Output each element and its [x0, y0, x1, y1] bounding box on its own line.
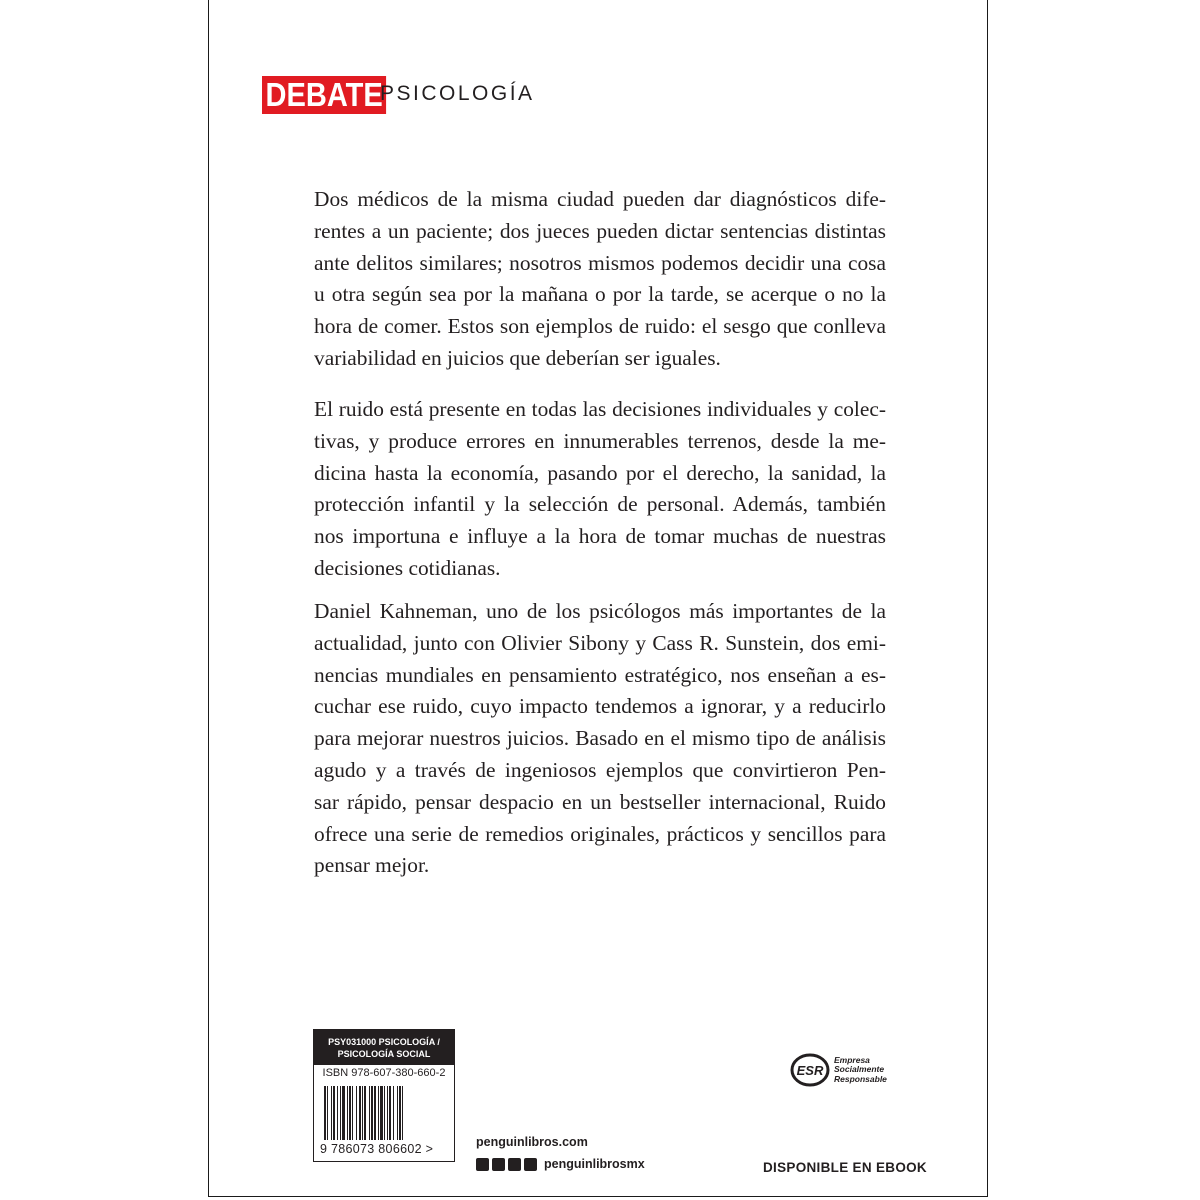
- barcode-stripe: [347, 1086, 348, 1140]
- website-link[interactable]: penguinlibros.com: [476, 1135, 588, 1149]
- barcode-stripe: [389, 1086, 391, 1140]
- barcode-stripe: [387, 1086, 388, 1140]
- barcode-stripe: [393, 1086, 394, 1140]
- text-line: hora de comer. Estos son ejemplos de ruido: el sesgo que conlleva: [314, 314, 886, 339]
- text-line: agudo y a través de ingeniosos ejemplos que convirtieron Pen-: [314, 757, 886, 782]
- text-line: rentes a un paciente; dos jueces pueden dictar sentencias distintas: [314, 218, 886, 243]
- barcode-stripe: [324, 1086, 326, 1140]
- barcode-stripe: [359, 1086, 361, 1140]
- esr-line: Socialmente: [834, 1064, 885, 1075]
- barcode-stripe: [356, 1086, 357, 1140]
- synopsis-paragraph-3: [314, 596, 886, 882]
- youtube-icon[interactable]: [524, 1158, 537, 1171]
- text-line: ante delitos similares; nosotros mismos podemos decidir una cosa: [314, 250, 886, 275]
- bisac-category: [314, 1030, 454, 1065]
- barcode-stripe: [352, 1086, 353, 1140]
- esr-logo-text: ESR: [796, 1063, 824, 1078]
- instagram-icon[interactable]: [508, 1158, 521, 1171]
- text-line: pensar mejor.: [314, 853, 430, 878]
- facebook-icon[interactable]: [476, 1158, 489, 1171]
- barcode-stripe: [349, 1086, 351, 1140]
- category-line: PSY031000 PSICOLOGÍA /: [328, 1037, 440, 1047]
- text-line: Dos médicos de la misma ciudad pueden dar diagnósticos dife-: [314, 187, 886, 211]
- barcode-stripe: [342, 1086, 345, 1140]
- barcode-stripe: [337, 1086, 338, 1140]
- barcode-stripe: [371, 1086, 373, 1140]
- barcode-stripe: [380, 1086, 383, 1140]
- text-line: tivas, y produce errores en innumerables terrenos, desde la me-: [314, 428, 886, 453]
- text-line: nos importuna e influye a la hora de tomar muchas de nuestras: [314, 524, 886, 549]
- barcode-panel: [313, 1029, 455, 1162]
- collection-label: PSICOLOGÍA: [380, 82, 535, 105]
- text-line: nencias mundiales en pensamiento estratégico, nos enseñan a es-: [314, 662, 886, 687]
- text-line: decisiones cotidianas.: [314, 555, 501, 580]
- ebook-notice: DISPONIBLE EN EBOOK: [763, 1160, 927, 1175]
- isbn-text: ISBN 978-607-380-660-2: [322, 1067, 446, 1079]
- barcode-stripe: [374, 1086, 376, 1140]
- barcode-stripe: [364, 1086, 366, 1140]
- barcode-stripe: [397, 1086, 398, 1140]
- twitter-icon[interactable]: [492, 1158, 505, 1171]
- barcode-number: 9 786073 806602 >: [320, 1142, 434, 1156]
- barcode-stripe: [369, 1086, 370, 1140]
- synopsis-paragraph-2: [314, 394, 886, 585]
- debate-logo: DEBATE: [262, 76, 386, 114]
- synopsis-paragraph-1: [314, 184, 886, 375]
- text-line: Daniel Kahneman, uno de los psicólogos más importantes de la: [314, 599, 886, 623]
- barcode-stripe: [378, 1086, 379, 1140]
- social-links: [476, 1157, 645, 1171]
- barcode-stripe: [399, 1086, 401, 1140]
- text-line: actualidad, junto con Olivier Sibony y Cass R. Sunstein, dos emi-: [314, 630, 886, 655]
- esr-line: Responsable: [834, 1073, 887, 1084]
- esr-label: [834, 1056, 887, 1085]
- esr-line: Empresa: [834, 1054, 870, 1065]
- text-line: protección infantil y la selección de personal. Además, también: [314, 492, 886, 517]
- category-line: PSICOLOGÍA SOCIAL: [337, 1049, 431, 1059]
- barcode-icon: [322, 1086, 446, 1140]
- text-line: ofrece una serie de remedios originales, prácticos y sencillos para: [314, 821, 886, 846]
- text-line: El ruido está presente en todas las decisiones individuales y colec-: [314, 397, 886, 421]
- barcode-stripe: [331, 1086, 332, 1140]
- text-line: sar rápido, pensar despacio en un bestseller internacional, Ruido: [314, 789, 886, 814]
- barcode-stripe: [333, 1086, 335, 1140]
- text-line: dicina hasta la economía, pasando por el derecho, la sanidad, la: [314, 460, 886, 485]
- barcode-stripe: [384, 1086, 385, 1140]
- text-line: variabilidad en juicios que deberían ser iguales.: [314, 345, 721, 370]
- social-handle[interactable]: penguinlibrosmx: [544, 1157, 645, 1171]
- text-line: u otra según sea por la mañana o por la tarde, se acerque o no la: [314, 282, 886, 307]
- barcode-stripe: [402, 1086, 403, 1140]
- text-line: para mejorar nuestros juicios. Basado en el mismo tipo de análisis: [314, 726, 886, 751]
- barcode-stripe: [362, 1086, 363, 1140]
- esr-logo-icon: [790, 1053, 830, 1087]
- text-line: cuchar ese ruido, cuyo impacto tendemos a ignorar, y a reducirlo: [314, 694, 886, 719]
- barcode-stripe: [327, 1086, 328, 1140]
- publisher-brand: [262, 76, 535, 114]
- esr-badge: [790, 1053, 887, 1087]
- barcode-stripe: [340, 1086, 341, 1140]
